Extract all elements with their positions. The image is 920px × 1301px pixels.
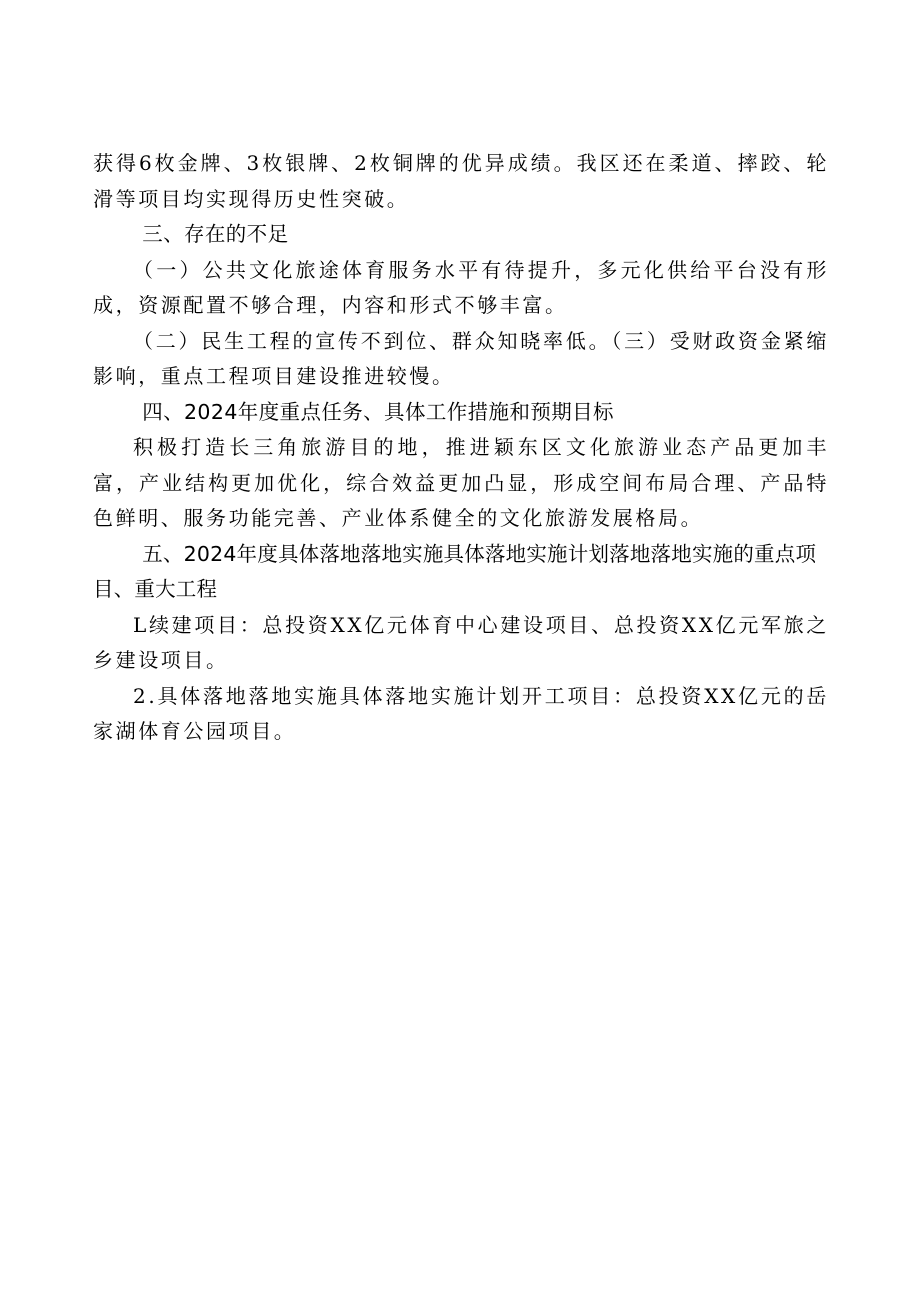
document-body [93, 146, 829, 750]
paragraph-5-1: L续建项目：总投资XX亿元体育中心建设项目、总投资XX亿元军旅之乡建设项目。 [93, 612, 829, 672]
paragraph-4-1: 积极打造长三角旅游目的地，推进颖东区文化旅游业态产品更加丰富，产业结构更加优化，综合效益更加凸显，形成空间布局合理、产品特色鲜明、服务功能完善、产业体系健全的文化旅游发展格局。 [93, 435, 829, 530]
heading-section-5: 五、2024年度具体落地落地实施具体落地实施计划落地落地实施的重点项目、重大工程 [93, 541, 817, 601]
heading-section-4: 四、2024年度重点任务、具体工作措施和预期目标 [142, 399, 614, 424]
paragraph-continuation: 获得6枚金牌、3枚银牌、2枚铜牌的优异成绩。我区还在柔道、摔跤、轮滑等项目均实现得历史性突破。 [93, 151, 829, 211]
paragraph-3-1: （一）公共文化旅途体育服务水平有待提升，多元化供给平台没有形成，资源配置不够合理，内容和形式不够丰富。 [93, 257, 829, 317]
paragraph-5-2: 2.具体落地落地实施具体落地实施计划开工项目：总投资XX亿元的岳家湖体育公园项目。 [93, 683, 829, 743]
heading-section-3: 三、存在的不足 [142, 222, 289, 246]
paragraph-3-2: （二）民生工程的宣传不到位、群众知晓率低。（三）受财政资金紧缩影响，重点工程项目建设推进较慢。 [93, 328, 829, 388]
